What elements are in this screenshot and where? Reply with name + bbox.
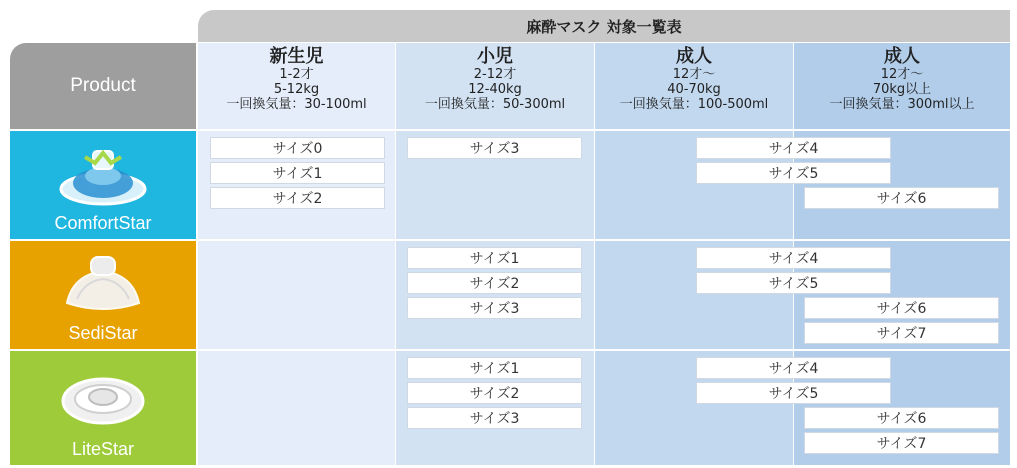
product-header: Product	[10, 43, 196, 129]
size-cell: サイズ4	[696, 137, 891, 159]
weight-range: 5-12kg	[273, 81, 320, 97]
size-cell: サイズ5	[696, 272, 891, 294]
size-cell: サイズ0	[210, 137, 385, 159]
size-cell: サイズ1	[407, 357, 582, 379]
size-cell: サイズ2	[407, 272, 582, 294]
product-name: ComfortStar	[54, 213, 152, 233]
size-cell: サイズ4	[696, 357, 891, 379]
column-header-child	[396, 43, 594, 129]
size-cell: サイズ3	[407, 137, 582, 159]
age-range: 12才～	[672, 66, 716, 82]
size-cell: サイズ6	[804, 187, 999, 209]
tidal-volume: 一回換気量：100-500ml	[619, 96, 769, 112]
product-sedistar	[10, 241, 196, 349]
column-header-neonate	[198, 43, 395, 129]
tidal-volume: 一回換気量：300ml以上	[829, 96, 975, 112]
age-range: 2-12才	[473, 66, 517, 82]
product-litestar	[10, 351, 196, 465]
weight-range: 40-70kg	[667, 81, 721, 97]
age-group-label: 成人	[676, 46, 712, 67]
weight-range: 70kg以上	[872, 81, 932, 97]
size-cell: サイズ5	[696, 162, 891, 184]
size-cell: サイズ2	[210, 187, 385, 209]
product-name: LiteStar	[71, 439, 135, 459]
weight-range: 12-40kg	[468, 81, 522, 97]
litestar-mask-icon	[55, 363, 151, 429]
age-range: 12才～	[880, 66, 924, 82]
product-comfortstar	[10, 131, 196, 239]
size-cell: サイズ7	[804, 432, 999, 454]
tidal-volume: 一回換気量：50-300ml	[424, 96, 566, 112]
size-cell: サイズ3	[407, 297, 582, 319]
size-cell: サイズ1	[210, 162, 385, 184]
age-range: 1-2才	[279, 66, 314, 82]
age-group-label: 小児	[477, 46, 513, 67]
age-group-label: 新生児	[269, 46, 324, 67]
column-header-adult-light	[595, 43, 793, 129]
column-header-adult-heavy	[794, 43, 1010, 129]
product-name: SediStar	[68, 323, 138, 343]
sedistar-mask-icon	[55, 251, 151, 317]
table-title: 麻酔マスク 対象一覧表	[198, 10, 1010, 42]
tidal-volume: 一回換気量：30-100ml	[226, 96, 367, 112]
size-cell: サイズ5	[696, 382, 891, 404]
size-cell: サイズ1	[407, 247, 582, 269]
size-cell: サイズ3	[407, 407, 582, 429]
size-cell: サイズ7	[804, 322, 999, 344]
size-cell: サイズ6	[804, 297, 999, 319]
size-cell: サイズ6	[804, 407, 999, 429]
comfortstar-mask-icon	[55, 143, 151, 209]
age-group-label: 成人	[884, 46, 920, 67]
size-cell: サイズ2	[407, 382, 582, 404]
size-cell: サイズ4	[696, 247, 891, 269]
